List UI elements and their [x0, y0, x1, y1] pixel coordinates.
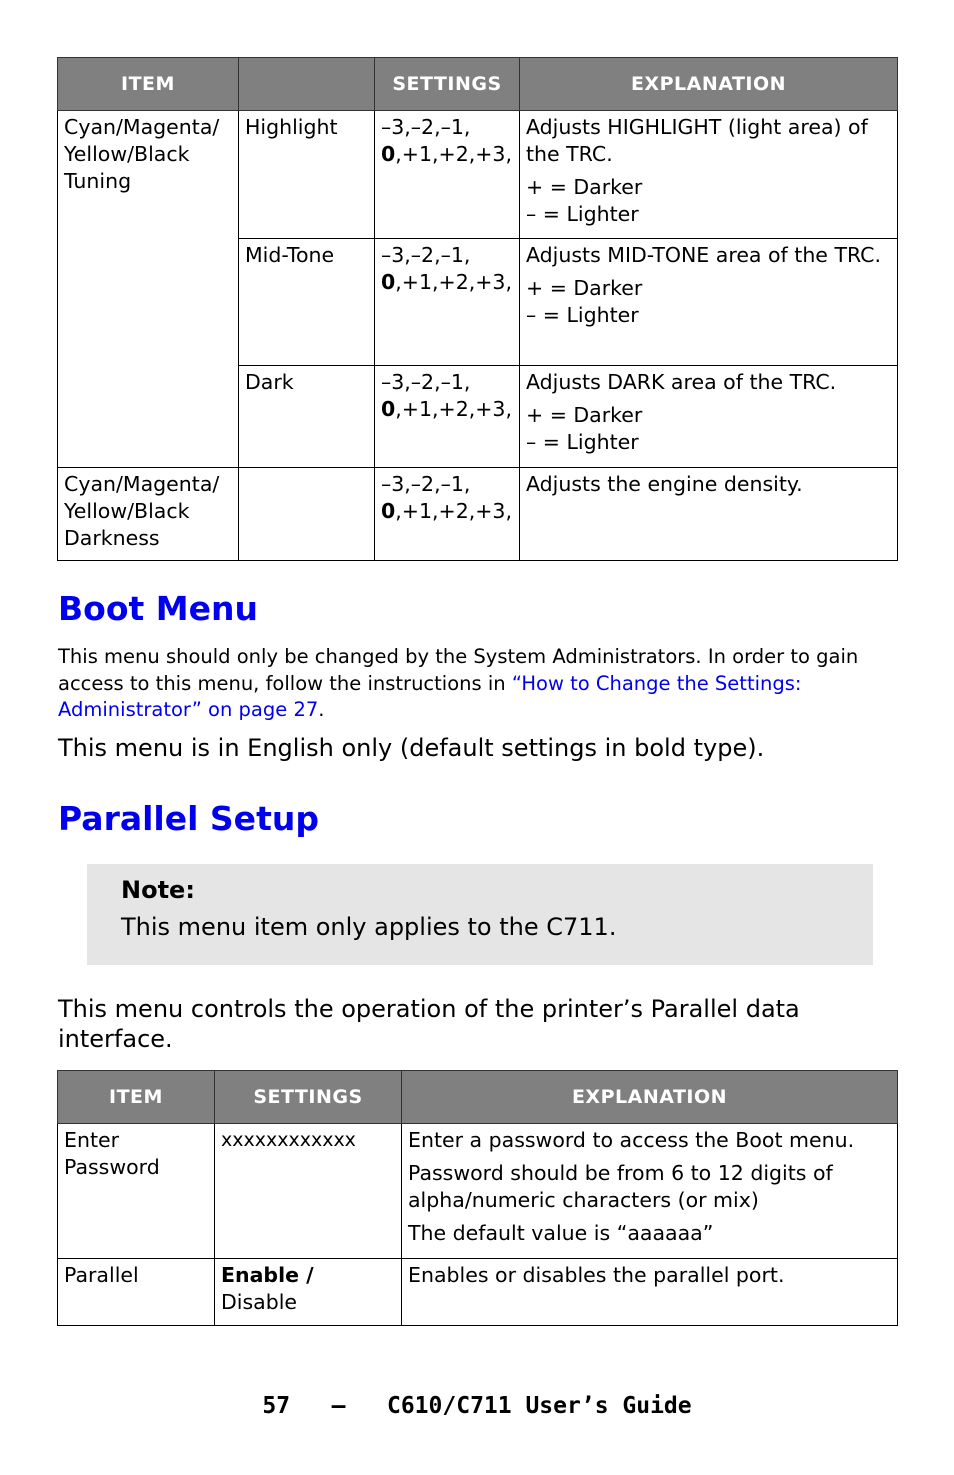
- boot-english-note: This menu is in English only (default settings in bold type).: [58, 734, 765, 762]
- sub-item-cell: Dark: [239, 366, 375, 468]
- boot-text-end: .: [318, 698, 325, 721]
- explanation-text: Enter a password to access the Boot menu.: [408, 1128, 855, 1152]
- settings-values: ,+1,+2,+3,: [395, 499, 512, 523]
- header-item: ITEM: [58, 58, 239, 111]
- settings-values: –3,–2,–1,: [381, 115, 471, 139]
- explanation-cell: [520, 111, 898, 239]
- table-header-row: [58, 1071, 898, 1124]
- explanation-lighter: – = Lighter: [526, 303, 639, 327]
- administrator-settings-link[interactable]: “How to Change the Settings: Administrator” on page 27: [58, 671, 802, 721]
- explanation-text: The default value is “aaaaaa”: [408, 1221, 714, 1245]
- settings-cell: xxxxxxxxxxxx: [215, 1124, 402, 1259]
- table-row: [58, 468, 898, 561]
- sub-item-cell: Mid-Tone: [239, 239, 375, 366]
- explanation-cell: [520, 239, 898, 366]
- header-explanation: EXPLANATION: [402, 1071, 898, 1124]
- empty-cell: [239, 468, 375, 561]
- explanation-text: Adjusts MID-TONE area of the TRC.: [526, 243, 882, 267]
- settings-values: Disable: [221, 1290, 298, 1314]
- settings-values: ,+1,+2,+3,: [395, 270, 512, 294]
- parallel-setup-heading: Parallel Setup: [58, 799, 319, 838]
- item-cell: Enter Password: [58, 1124, 215, 1259]
- header-explanation: EXPLANATION: [520, 58, 898, 111]
- explanation-cell: Enables or disables the parallel port.: [402, 1259, 898, 1326]
- explanation-darker: + = Darker: [526, 403, 643, 427]
- settings-cell: [375, 111, 520, 239]
- darkness-item-cell: Cyan/Magenta/ Yellow/Black Darkness: [58, 468, 239, 561]
- settings-cell: [375, 366, 520, 468]
- explanation-cell: Adjusts the engine density.: [520, 468, 898, 561]
- table-row: [58, 1259, 898, 1326]
- explanation-darker: + = Darker: [526, 276, 643, 300]
- page-footer: 57 – C610/C711 User’s Guide: [262, 1393, 692, 1419]
- settings-values: ,+1,+2,+3,: [395, 142, 512, 166]
- table-row: [58, 1124, 898, 1259]
- settings-values: –3,–2,–1,: [381, 243, 471, 267]
- header-settings: SETTINGS: [215, 1071, 402, 1124]
- header-item: ITEM: [58, 1071, 215, 1124]
- table-header-row: [58, 58, 898, 111]
- settings-cell: [215, 1259, 402, 1326]
- settings-cell: [375, 468, 520, 561]
- settings-default: 0: [381, 142, 396, 166]
- settings-default: 0: [381, 270, 396, 294]
- item-cell: Parallel: [58, 1259, 215, 1326]
- boot-menu-heading: Boot Menu: [58, 589, 258, 628]
- boot-text: This menu should only be changed by the System Administrators. In order to gain access to this menu, follow the instructions in: [58, 645, 859, 695]
- header-settings: SETTINGS: [375, 58, 520, 111]
- note-title: Note:: [121, 876, 195, 904]
- table-row: [58, 111, 898, 239]
- explanation-cell: [520, 366, 898, 468]
- explanation-lighter: – = Lighter: [526, 202, 639, 226]
- settings-cell: [375, 239, 520, 366]
- settings-values: –3,–2,–1,: [381, 472, 471, 496]
- settings-values: –3,–2,–1,: [381, 370, 471, 394]
- sub-item-cell: Highlight: [239, 111, 375, 239]
- tuning-item-cell: Cyan/Magenta/ Yellow/Black Tuning: [58, 111, 239, 468]
- settings-default: 0: [381, 397, 396, 421]
- explanation-text: Password should be from 6 to 12 digits of alpha/numeric characters (or mix): [408, 1161, 833, 1212]
- note-text: This menu item only applies to the C711.: [121, 913, 617, 941]
- boot-menu-description: [58, 644, 903, 724]
- explanation-darker: + = Darker: [526, 175, 643, 199]
- parallel-table: [57, 1070, 898, 1326]
- header-sub: [239, 58, 375, 111]
- note-box: [87, 864, 873, 965]
- explanation-text: Adjusts DARK area of the TRC.: [526, 370, 837, 394]
- settings-default: 0: [381, 499, 396, 523]
- explanation-text: Adjusts HIGHLIGHT (light area) of the TRC.: [526, 115, 868, 166]
- explanation-cell: [402, 1124, 898, 1259]
- settings-values: ,+1,+2,+3,: [395, 397, 512, 421]
- settings-default: Enable /: [221, 1263, 314, 1287]
- tuning-table: [57, 57, 898, 561]
- explanation-lighter: – = Lighter: [526, 430, 639, 454]
- parallel-description: This menu controls the operation of the printer’s Parallel data interface.: [58, 995, 800, 1053]
